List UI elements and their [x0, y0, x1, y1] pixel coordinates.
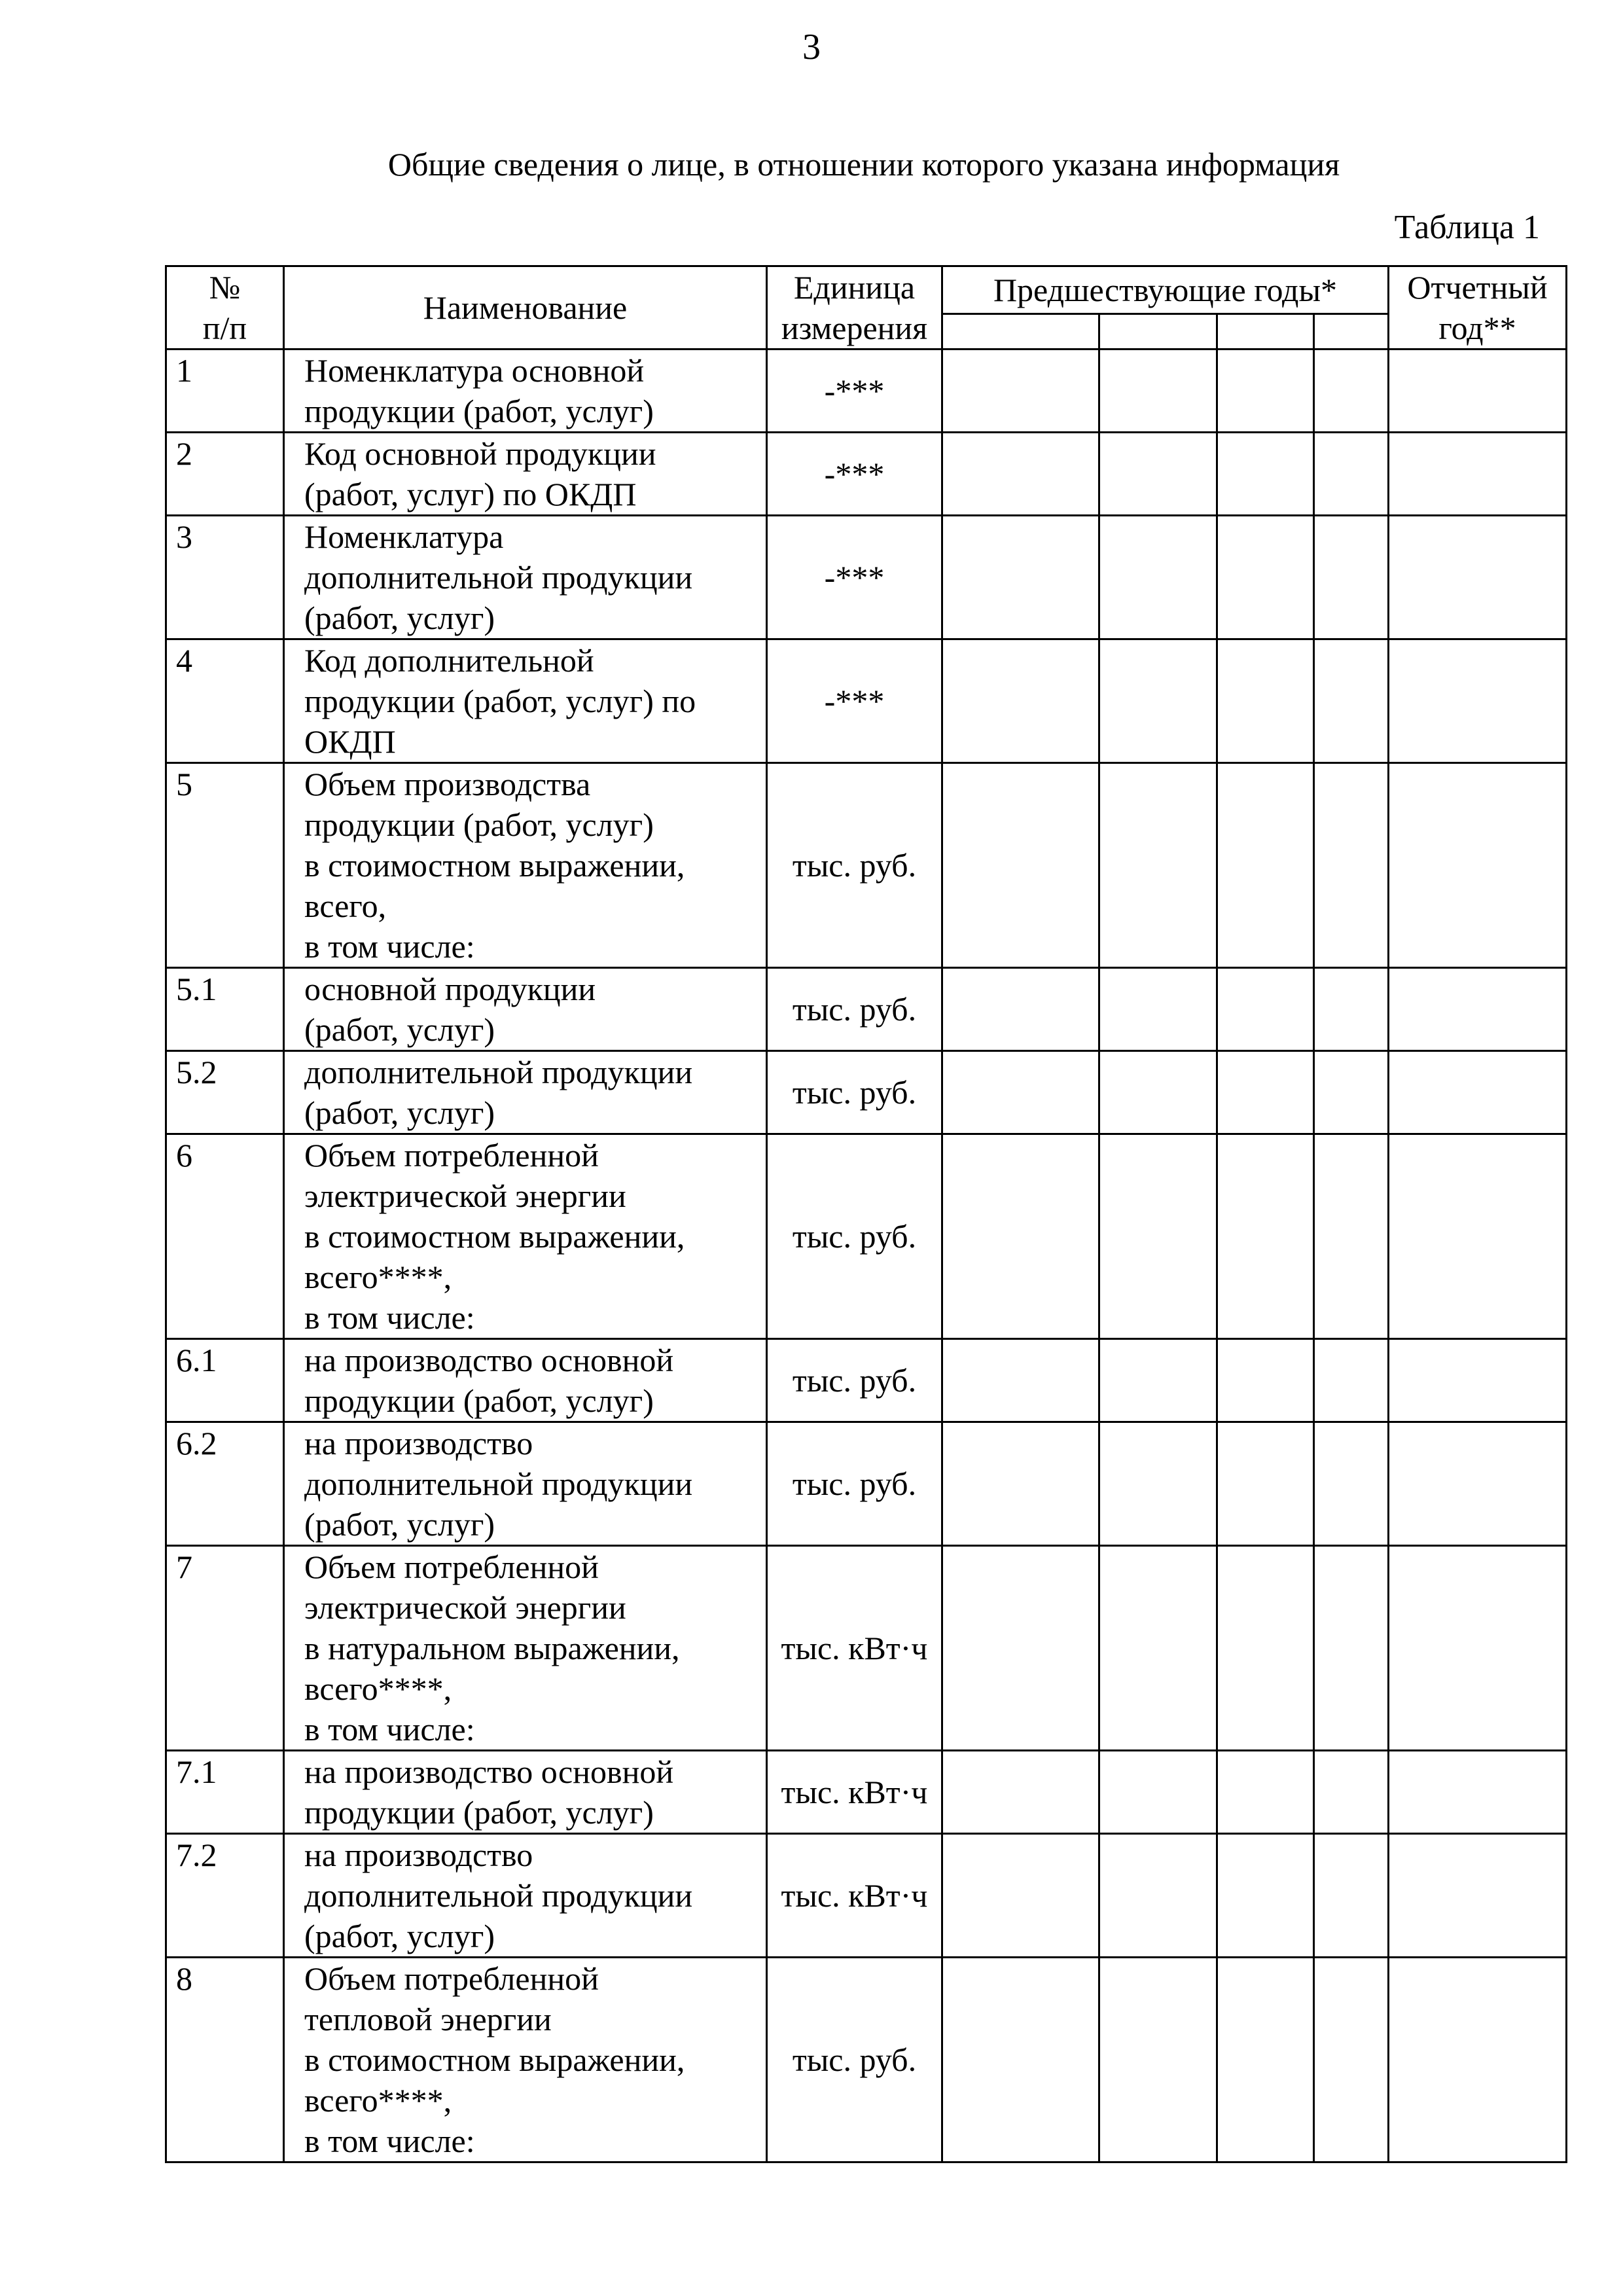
row-name	[284, 1546, 767, 1751]
previous-year-value-cell	[1314, 1051, 1389, 1134]
previous-year-value-cell	[1217, 433, 1314, 516]
previous-year-value-cell	[1099, 1546, 1217, 1751]
row-number: 4	[166, 639, 284, 763]
previous-year-value-cell	[942, 1051, 1099, 1134]
previous-year-value-cell	[1314, 1958, 1389, 2162]
row-name	[284, 1339, 767, 1422]
row-name-line: в том числе:	[304, 1711, 475, 1748]
table-row	[166, 1958, 1567, 2162]
previous-year-value-cell	[1099, 763, 1217, 968]
header-unit-line1: Единица	[793, 269, 916, 306]
row-name-line: в том числе:	[304, 2123, 475, 2159]
row-name-line: Объем производства	[304, 766, 591, 802]
row-name-line: всего****,	[304, 1670, 452, 1707]
row-name	[284, 1751, 767, 1834]
previous-year-value-cell	[1314, 1834, 1389, 1958]
previous-year-value-cell	[942, 1134, 1099, 1339]
row-number: 2	[166, 433, 284, 516]
row-unit: -***	[767, 350, 942, 433]
previous-year-value-cell	[942, 1958, 1099, 2162]
previous-year-value-cell	[1314, 1134, 1389, 1339]
row-number: 3	[166, 516, 284, 639]
header-previous-years: Предшествующие годы*	[942, 266, 1389, 314]
row-unit: тыс. кВт·ч	[767, 1751, 942, 1834]
report-year-value-cell	[1389, 1958, 1567, 2162]
page-number: 3	[802, 27, 821, 67]
row-name-line: продукции (работ, услуг)	[304, 393, 654, 429]
row-name-line: дополнительной продукции	[304, 1054, 693, 1090]
row-name-line: ОКДП	[304, 723, 396, 760]
row-name	[284, 763, 767, 968]
previous-year-value-cell	[1217, 1339, 1314, 1422]
row-number: 5	[166, 763, 284, 968]
row-name-line: Номенклатура основной	[304, 352, 645, 389]
row-name	[284, 433, 767, 516]
table-row	[166, 1751, 1567, 1834]
header-report-year-line1: Отчетный	[1407, 269, 1548, 306]
row-name-line: (работ, услуг)	[304, 1011, 495, 1048]
row-name-line: продукции (работ, услуг)	[304, 1382, 654, 1419]
row-number: 6.2	[166, 1422, 284, 1546]
header-year-cell	[1314, 314, 1389, 350]
report-year-value-cell	[1389, 350, 1567, 433]
header-year-cell	[942, 314, 1099, 350]
previous-year-value-cell	[1217, 968, 1314, 1051]
previous-year-value-cell	[942, 1751, 1099, 1834]
row-name-line: в том числе:	[304, 928, 475, 965]
row-number: 6.1	[166, 1339, 284, 1422]
table-row	[166, 1834, 1567, 1958]
row-name-line: (работ, услуг)	[304, 1094, 495, 1131]
table-row	[166, 350, 1567, 433]
row-unit: тыс. руб.	[767, 968, 942, 1051]
row-unit: тыс. руб.	[767, 1134, 942, 1339]
previous-year-value-cell	[942, 1339, 1099, 1422]
table-row	[166, 968, 1567, 1051]
row-name-line: в натуральном выражении,	[304, 1630, 680, 1666]
report-year-value-cell	[1389, 1339, 1567, 1422]
row-name-line: всего****,	[304, 1259, 452, 1295]
previous-year-value-cell	[1314, 1751, 1389, 1834]
row-name-line: (работ, услуг)	[304, 1506, 495, 1543]
previous-year-value-cell	[1314, 639, 1389, 763]
row-name-line: в том числе:	[304, 1299, 475, 1336]
previous-year-value-cell	[1099, 350, 1217, 433]
row-name	[284, 1134, 767, 1339]
header-report-year	[1389, 266, 1567, 350]
previous-year-value-cell	[1099, 1422, 1217, 1546]
report-year-value-cell	[1389, 763, 1567, 968]
previous-year-value-cell	[1314, 1546, 1389, 1751]
row-number: 5.1	[166, 968, 284, 1051]
previous-year-value-cell	[1217, 1422, 1314, 1546]
previous-year-value-cell	[1217, 1834, 1314, 1958]
row-name-line: (работ, услуг)	[304, 1918, 495, 1954]
table-row	[166, 433, 1567, 516]
row-name	[284, 639, 767, 763]
row-unit: тыс. руб.	[767, 763, 942, 968]
report-year-value-cell	[1389, 433, 1567, 516]
header-num	[166, 266, 284, 350]
row-unit: -***	[767, 516, 942, 639]
previous-year-value-cell	[1314, 350, 1389, 433]
previous-year-value-cell	[1217, 1751, 1314, 1834]
row-name-line: тепловой энергии	[304, 2001, 552, 2037]
previous-year-value-cell	[1217, 1546, 1314, 1751]
row-unit: тыс. кВт·ч	[767, 1546, 942, 1751]
row-name-line: (работ, услуг) по ОКДП	[304, 476, 637, 512]
previous-year-value-cell	[1099, 968, 1217, 1051]
previous-year-value-cell	[1314, 433, 1389, 516]
previous-year-value-cell	[942, 350, 1099, 433]
previous-year-value-cell	[1099, 1834, 1217, 1958]
previous-year-value-cell	[1099, 1134, 1217, 1339]
previous-year-value-cell	[1217, 763, 1314, 968]
row-name-line: электрической энергии	[304, 1589, 626, 1626]
row-name-line: на производство	[304, 1425, 533, 1462]
previous-year-value-cell	[942, 763, 1099, 968]
table-row	[166, 1339, 1567, 1422]
table-row	[166, 639, 1567, 763]
row-name-line: в стоимостном выражении,	[304, 2041, 685, 2078]
header-unit	[767, 266, 942, 350]
row-name-line: Номенклатура	[304, 518, 504, 555]
previous-year-value-cell	[942, 639, 1099, 763]
header-num-line1: №	[209, 269, 241, 306]
row-name	[284, 516, 767, 639]
row-name-line: продукции (работ, услуг)	[304, 1794, 654, 1831]
row-name-line: в стоимостном выражении,	[304, 1218, 685, 1255]
row-name-line: на производство	[304, 1837, 533, 1873]
row-name	[284, 1051, 767, 1134]
report-year-value-cell	[1389, 968, 1567, 1051]
document-title: Общие сведения о лице, в отношении которого указана информация	[387, 146, 1340, 183]
previous-year-value-cell	[1099, 1339, 1217, 1422]
row-unit: -***	[767, 433, 942, 516]
previous-year-value-cell	[1314, 763, 1389, 968]
row-name-line: продукции (работ, услуг) по	[304, 683, 696, 719]
row-unit: тыс. руб.	[767, 1339, 942, 1422]
previous-year-value-cell	[1217, 1051, 1314, 1134]
report-year-value-cell	[1389, 1134, 1567, 1339]
row-name-line: Объем потребленной	[304, 1960, 599, 1997]
header-unit-line2: измерения	[781, 310, 928, 346]
report-year-value-cell	[1389, 639, 1567, 763]
row-name-line: продукции (работ, услуг)	[304, 806, 654, 843]
header-name: Наименование	[284, 266, 767, 350]
table-row	[166, 763, 1567, 968]
report-year-value-cell	[1389, 1751, 1567, 1834]
row-name-line: всего,	[304, 888, 387, 924]
previous-year-value-cell	[1099, 433, 1217, 516]
row-number: 1	[166, 350, 284, 433]
previous-year-value-cell	[1314, 1422, 1389, 1546]
row-unit: тыс. кВт·ч	[767, 1834, 942, 1958]
row-number: 7.1	[166, 1751, 284, 1834]
previous-year-value-cell	[1217, 1958, 1314, 2162]
previous-year-value-cell	[942, 968, 1099, 1051]
info-table	[165, 265, 1567, 2163]
previous-year-value-cell	[1099, 1051, 1217, 1134]
previous-year-value-cell	[942, 516, 1099, 639]
previous-year-value-cell	[1314, 1339, 1389, 1422]
row-name-line: всего****,	[304, 2082, 452, 2119]
row-name-line: Код основной продукции	[304, 435, 656, 472]
previous-year-value-cell	[1099, 1958, 1217, 2162]
row-name-line: в стоимостном выражении,	[304, 847, 685, 884]
row-number: 7.2	[166, 1834, 284, 1958]
report-year-value-cell	[1389, 1422, 1567, 1546]
previous-year-value-cell	[1099, 639, 1217, 763]
previous-year-value-cell	[942, 433, 1099, 516]
row-name-line: Код дополнительной	[304, 642, 594, 679]
header-row	[166, 266, 1567, 314]
table-row	[166, 1546, 1567, 1751]
table-row	[166, 516, 1567, 639]
row-name-line: основной продукции	[304, 971, 596, 1007]
row-name	[284, 1422, 767, 1546]
previous-year-value-cell	[942, 1834, 1099, 1958]
row-name-line: дополнительной продукции	[304, 559, 693, 596]
table-row	[166, 1422, 1567, 1546]
row-name	[284, 350, 767, 433]
report-year-value-cell	[1389, 516, 1567, 639]
report-year-value-cell	[1389, 1834, 1567, 1958]
previous-year-value-cell	[1217, 639, 1314, 763]
previous-year-value-cell	[1314, 968, 1389, 1051]
row-name	[284, 1958, 767, 2162]
row-name-line: электрической энергии	[304, 1177, 626, 1214]
row-name-line: дополнительной продукции	[304, 1465, 693, 1502]
row-name-line: на производство основной	[304, 1342, 674, 1378]
row-name-line: Объем потребленной	[304, 1549, 599, 1585]
row-name	[284, 1834, 767, 1958]
row-unit: -***	[767, 639, 942, 763]
report-year-value-cell	[1389, 1546, 1567, 1751]
previous-year-value-cell	[1217, 516, 1314, 639]
row-name-line: (работ, услуг)	[304, 600, 495, 636]
row-name-line: на производство основной	[304, 1753, 674, 1790]
row-number: 7	[166, 1546, 284, 1751]
table-row	[166, 1134, 1567, 1339]
previous-year-value-cell	[1217, 350, 1314, 433]
previous-year-value-cell	[1217, 1134, 1314, 1339]
header-year-cell	[1217, 314, 1314, 350]
previous-year-value-cell	[1099, 1751, 1217, 1834]
row-name	[284, 968, 767, 1051]
previous-year-value-cell	[942, 1422, 1099, 1546]
row-name-line: дополнительной продукции	[304, 1877, 693, 1914]
row-number: 6	[166, 1134, 284, 1339]
row-unit: тыс. руб.	[767, 1958, 942, 2162]
header-report-year-line2: год**	[1438, 310, 1516, 346]
previous-year-value-cell	[942, 1546, 1099, 1751]
table-body	[166, 350, 1567, 2162]
header-num-line2: п/п	[202, 310, 247, 346]
header-year-cell	[1099, 314, 1217, 350]
row-unit: тыс. руб.	[767, 1051, 942, 1134]
row-number: 5.2	[166, 1051, 284, 1134]
table-caption: Таблица 1	[1394, 209, 1540, 246]
previous-year-value-cell	[1099, 516, 1217, 639]
row-number: 8	[166, 1958, 284, 2162]
row-unit: тыс. руб.	[767, 1422, 942, 1546]
table-row	[166, 1051, 1567, 1134]
row-name-line: Объем потребленной	[304, 1137, 599, 1174]
previous-year-value-cell	[1314, 516, 1389, 639]
report-year-value-cell	[1389, 1051, 1567, 1134]
